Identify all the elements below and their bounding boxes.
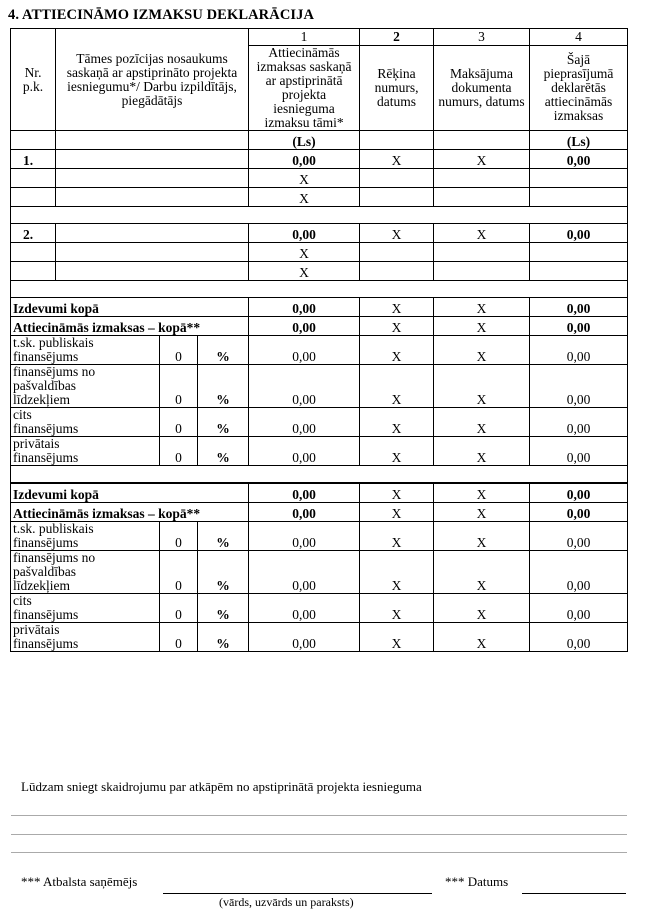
funding-declared: 0,00 bbox=[530, 594, 628, 623]
spacer-row bbox=[11, 281, 628, 298]
table-row bbox=[11, 169, 628, 188]
funding-payment-doc: X bbox=[434, 365, 530, 408]
funding-payment-doc: X bbox=[434, 437, 530, 466]
table-row bbox=[11, 483, 628, 503]
funding-value: 0 bbox=[160, 522, 198, 551]
subitem-name bbox=[56, 243, 249, 262]
explanation-note: Lūdzam sniegt skaidrojumu par atkāpēm no apstiprinātā projekta iesnieguma bbox=[21, 779, 422, 794]
funding-label: privātais finansējums bbox=[11, 623, 160, 652]
item-payment-doc: X bbox=[434, 224, 530, 243]
table-row bbox=[11, 298, 628, 317]
subitem-nr bbox=[11, 262, 56, 281]
funding-invoice: X bbox=[360, 408, 434, 437]
funding-payment-doc: X bbox=[434, 522, 530, 551]
recipient-label: *** Atbalsta saņēmējs bbox=[21, 874, 138, 889]
unit-empty bbox=[434, 131, 530, 150]
item-name bbox=[56, 150, 249, 169]
table-row bbox=[11, 150, 628, 169]
funding-declared: 0,00 bbox=[530, 623, 628, 652]
explanation-line-2[interactable] bbox=[11, 834, 627, 835]
total-invoice: X bbox=[360, 298, 434, 317]
funding-percent: % bbox=[198, 623, 249, 652]
total-declared: 0,00 bbox=[530, 483, 628, 503]
funding-declared: 0,00 bbox=[530, 522, 628, 551]
unit-empty bbox=[56, 131, 249, 150]
item-amount: 0,00 bbox=[249, 224, 360, 243]
funding-label: privātais finansējums bbox=[11, 437, 160, 466]
header-col-4: Šajā pieprasījumā deklarētās attiecināmās izmaksas bbox=[530, 46, 628, 131]
funding-amount: 0,00 bbox=[249, 365, 360, 408]
item-amount: 0,00 bbox=[249, 150, 360, 169]
funding-amount: 0,00 bbox=[249, 437, 360, 466]
subitem-invoice bbox=[360, 169, 434, 188]
item-payment-doc: X bbox=[434, 150, 530, 169]
funding-payment-doc: X bbox=[434, 336, 530, 365]
funding-label: cits finansējums bbox=[11, 408, 160, 437]
total-payment-doc: X bbox=[434, 298, 530, 317]
table-row bbox=[11, 188, 628, 207]
date-line[interactable] bbox=[522, 893, 626, 894]
header-name: Tāmes pozīcijas nosaukums saskaņā ar apstiprināto projekta iesniegumu*/ Darbu izpildītājs, piegādātājs bbox=[56, 29, 249, 131]
subitem-invoice bbox=[360, 188, 434, 207]
subitem-invoice bbox=[360, 243, 434, 262]
total-amount: 0,00 bbox=[249, 483, 360, 503]
subitem-declared bbox=[530, 169, 628, 188]
item-number: 1. bbox=[11, 150, 56, 169]
eligible-label: Attiecināmās izmaksas – kopā** bbox=[11, 503, 249, 522]
header-num-2: 2 bbox=[360, 29, 434, 46]
table-row bbox=[11, 224, 628, 243]
subitem-amount: X bbox=[249, 243, 360, 262]
funding-invoice: X bbox=[360, 437, 434, 466]
eligible-amount: 0,00 bbox=[249, 503, 360, 522]
header-col-2: Rēķina numurs, datums bbox=[360, 46, 434, 131]
eligible-label: Attiecināmās izmaksas – kopā** bbox=[11, 317, 249, 336]
table-row bbox=[11, 437, 628, 466]
table-row bbox=[11, 281, 628, 298]
funding-amount: 0,00 bbox=[249, 336, 360, 365]
header-col-3: Maksājuma dokumenta numurs, datums bbox=[434, 46, 530, 131]
subitem-name bbox=[56, 262, 249, 281]
table-row bbox=[11, 262, 628, 281]
funding-declared: 0,00 bbox=[530, 551, 628, 594]
funding-declared: 0,00 bbox=[530, 365, 628, 408]
recipient-signature-line[interactable] bbox=[163, 893, 432, 894]
funding-declared: 0,00 bbox=[530, 336, 628, 365]
funding-payment-doc: X bbox=[434, 551, 530, 594]
explanation-line-1[interactable] bbox=[11, 815, 627, 816]
funding-value: 0 bbox=[160, 365, 198, 408]
subitem-payment-doc bbox=[434, 262, 530, 281]
unit-empty bbox=[360, 131, 434, 150]
eligible-payment-doc: X bbox=[434, 503, 530, 522]
table-row bbox=[11, 408, 628, 437]
funding-label: t.sk. publiskais finansējums bbox=[11, 336, 160, 365]
unit-col-1: (Ls) bbox=[249, 131, 360, 150]
date-label: *** Datums bbox=[445, 874, 509, 889]
funding-invoice: X bbox=[360, 336, 434, 365]
eligible-amount: 0,00 bbox=[249, 317, 360, 336]
table-row bbox=[11, 466, 628, 484]
funding-value: 0 bbox=[160, 551, 198, 594]
funding-value: 0 bbox=[160, 594, 198, 623]
item-name bbox=[56, 224, 249, 243]
funding-label: cits finansējums bbox=[11, 594, 160, 623]
subitem-name bbox=[56, 169, 249, 188]
total-label: Izdevumi kopā bbox=[11, 483, 249, 503]
subitem-amount: X bbox=[249, 169, 360, 188]
eligible-invoice: X bbox=[360, 503, 434, 522]
funding-percent: % bbox=[198, 594, 249, 623]
subitem-declared bbox=[530, 188, 628, 207]
funding-percent: % bbox=[198, 551, 249, 594]
table-row bbox=[11, 551, 628, 594]
funding-value: 0 bbox=[160, 408, 198, 437]
funding-percent: % bbox=[198, 365, 249, 408]
funding-label: finansējums no pašvaldības līdzekļiem bbox=[11, 365, 160, 408]
funding-label: finansējums no pašvaldības līdzekļiem bbox=[11, 551, 160, 594]
subitem-nr bbox=[11, 169, 56, 188]
funding-amount: 0,00 bbox=[249, 623, 360, 652]
funding-amount: 0,00 bbox=[249, 594, 360, 623]
subitem-amount: X bbox=[249, 188, 360, 207]
declaration-table bbox=[10, 28, 628, 652]
eligible-declared: 0,00 bbox=[530, 317, 628, 336]
total-payment-doc: X bbox=[434, 483, 530, 503]
header-num-1: 1 bbox=[249, 29, 360, 46]
header-num-3: 3 bbox=[434, 29, 530, 46]
eligible-payment-doc: X bbox=[434, 317, 530, 336]
funding-value: 0 bbox=[160, 623, 198, 652]
item-invoice: X bbox=[360, 150, 434, 169]
explanation-line-3[interactable] bbox=[11, 852, 627, 853]
subitem-nr bbox=[11, 243, 56, 262]
funding-percent: % bbox=[198, 408, 249, 437]
subitem-payment-doc bbox=[434, 169, 530, 188]
funding-invoice: X bbox=[360, 365, 434, 408]
funding-invoice: X bbox=[360, 551, 434, 594]
total-invoice: X bbox=[360, 483, 434, 503]
funding-amount: 0,00 bbox=[249, 522, 360, 551]
total-label: Izdevumi kopā bbox=[11, 298, 249, 317]
header-nr: Nr. p.k. bbox=[11, 29, 56, 131]
subitem-payment-doc bbox=[434, 188, 530, 207]
table-row bbox=[11, 503, 628, 522]
page-title: 4. ATTIECINĀMO IZMAKSU DEKLARĀCIJA bbox=[8, 7, 315, 23]
item-declared: 0,00 bbox=[530, 224, 628, 243]
subitem-name bbox=[56, 188, 249, 207]
funding-percent: % bbox=[198, 522, 249, 551]
total-amount: 0,00 bbox=[249, 298, 360, 317]
funding-label: t.sk. publiskais finansējums bbox=[11, 522, 160, 551]
table-row bbox=[11, 207, 628, 224]
funding-percent: % bbox=[198, 437, 249, 466]
eligible-invoice: X bbox=[360, 317, 434, 336]
subitem-payment-doc bbox=[434, 243, 530, 262]
funding-payment-doc: X bbox=[434, 594, 530, 623]
table-row bbox=[11, 336, 628, 365]
funding-percent: % bbox=[198, 336, 249, 365]
funding-payment-doc: X bbox=[434, 408, 530, 437]
total-declared: 0,00 bbox=[530, 298, 628, 317]
funding-payment-doc: X bbox=[434, 623, 530, 652]
table-row bbox=[11, 317, 628, 336]
funding-invoice: X bbox=[360, 522, 434, 551]
table-row bbox=[11, 243, 628, 262]
table-row bbox=[11, 623, 628, 652]
item-invoice: X bbox=[360, 224, 434, 243]
subitem-declared bbox=[530, 262, 628, 281]
spacer-row bbox=[11, 466, 628, 484]
funding-invoice: X bbox=[360, 594, 434, 623]
table-row bbox=[11, 594, 628, 623]
eligible-declared: 0,00 bbox=[530, 503, 628, 522]
funding-amount: 0,00 bbox=[249, 408, 360, 437]
subitem-amount: X bbox=[249, 262, 360, 281]
item-number: 2. bbox=[11, 224, 56, 243]
funding-declared: 0,00 bbox=[530, 437, 628, 466]
subitem-invoice bbox=[360, 262, 434, 281]
spacer-row bbox=[11, 207, 628, 224]
table-row bbox=[11, 365, 628, 408]
unit-empty bbox=[11, 131, 56, 150]
header-col-1: Attiecināmās izmaksas saskaņā ar apstiprinātā projekta iesnieguma izmaksu tāmi* bbox=[249, 46, 360, 131]
subitem-declared bbox=[530, 243, 628, 262]
funding-value: 0 bbox=[160, 437, 198, 466]
funding-value: 0 bbox=[160, 336, 198, 365]
funding-declared: 0,00 bbox=[530, 408, 628, 437]
header-num-4: 4 bbox=[530, 29, 628, 46]
item-declared: 0,00 bbox=[530, 150, 628, 169]
unit-col-4: (Ls) bbox=[530, 131, 628, 150]
table-row bbox=[11, 522, 628, 551]
funding-amount: 0,00 bbox=[249, 551, 360, 594]
funding-invoice: X bbox=[360, 623, 434, 652]
signature-caption: (vārds, uzvārds un paraksts) bbox=[219, 895, 354, 909]
subitem-nr bbox=[11, 188, 56, 207]
